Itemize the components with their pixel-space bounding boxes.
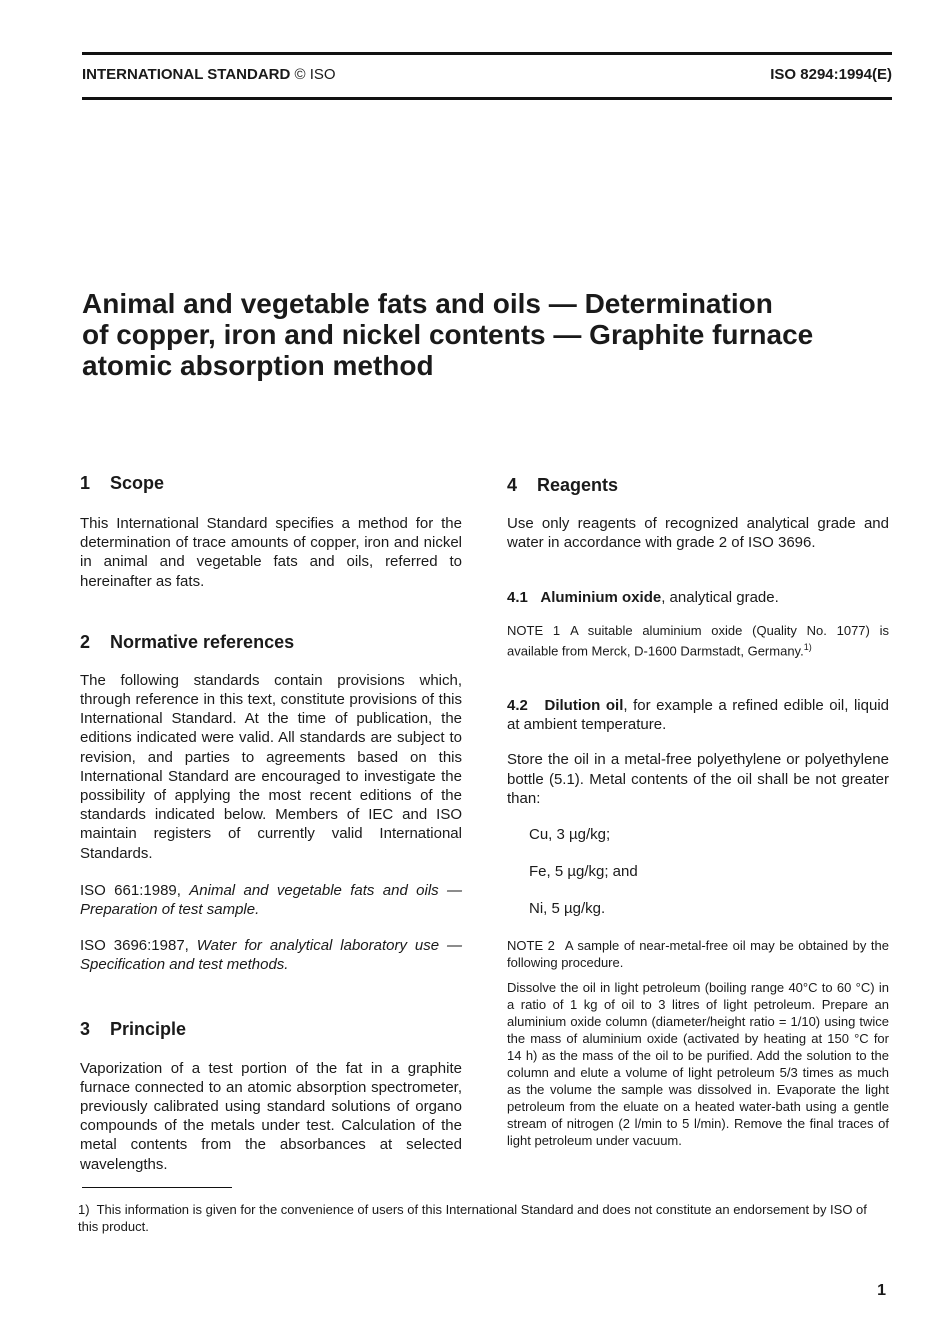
page-number: 1 [877,1282,886,1299]
normative-ref-iso3696: ISO 3696:1987, Water for analytical laboratory use — Specification and test methods. [80,937,463,974]
reagent-4-1: 4.1 Aluminium oxide, analytical grade. [507,589,779,607]
reagents-heading: 4 Reagents [507,475,619,495]
reagent-4-2: 4.2 Dilution oil, for example a refined edible oil, liquid at ambient temperature. [507,696,890,734]
left-column [80,472,462,1174]
copyright-mark: © ISO [294,66,336,83]
footnote: 1) This information is given for the convenience of users of this International Standard and does not constitute an endorsement by ISO of this product. [78,1202,867,1234]
store-text: Store the oil in a metal-free polyethylene or polyethylene bottle (5.1). Metal contents of the oil shall be not greater than: [507,751,889,807]
header-standard-label [82,66,336,83]
footnote-rule [82,1187,232,1188]
right-column [507,474,889,1149]
limit-fe: Fe, 5 µg/kg; and [529,862,638,880]
title-line-3: atomic absorption method [82,350,434,381]
note-2-procedure: Dissolve the oil in light petroleum (boiling range 40°C to 60 °C) in a ratio of 1 kg of oil to 3 litres of light petroleum. Prepare an aluminium oxide column (diameter/height ratio = 1/10) using twice the mass of aluminium oxide (activated by heating at 150 °C for 14 h) as the mass of the oil to be purified. Add the solution to the column and elute a volume of light petroleum 5/3 times as much as the volume the sample was dissolved in. Evaporate the light petroleum from the eluate on a heated water-bath using a gentle stream of nitrogen (2 l/min to 5 l/min). Remove the final traces of light petroleum under vacuum. [507,979,889,1148]
reagents-text: Use only reagents of recognized analytical grade and water in accordance with grade 2 of ISO 3696. [507,515,889,552]
note-1: NOTE 1 A suitable aluminium oxide (Quality No. 1077) is available from Merck, D-1600 Darmstadt, Germany.$^{1)}$ [507,622,889,658]
header-doc-number: ISO 8294:1994(E) [770,66,892,83]
scope-text: This International Standard specifies a method for the determination of trace amounts of copper, iron and nickel in animal and vegetable fats and oils, referred to hereinafter as fats. [80,515,462,590]
header-top-rule [82,52,892,55]
normative-heading: 2 Normative references [80,631,295,652]
scope-heading: 1 Scope [80,473,165,493]
footnote-ref: 1) [803,641,812,652]
document-title [82,288,882,381]
title-line-1: Animal and vegetable fats and oils — Determination [82,288,773,319]
normative-text: The following standards contain provisions which, through reference in this text, constitute provisions of this International Standard. At the time of publication, the editions indicated were valid. All standards are subject to revision, and parties to agreements based on this International Standard are encouraged to investigate the possibility of applying the most recent editions of the standards indicated below. Members of IEC and ISO maintain registers of currently valid International Standards. [80,671,462,862]
header-bottom-rule [82,97,892,100]
title-line-2: of copper, iron and nickel contents — Graphite furnace [82,319,814,350]
note-2: NOTE 2 A sample of near-metal-free oil may be obtained by the following procedure. [507,937,889,970]
standard-label: INTERNATIONAL STANDARD [82,66,291,83]
principle-text: Vaporization of a test portion of the fat in a graphite furnace connected to an atomic absorption spectrometer, previously calibrated using standard solutions of organo compounds of the metals under test. Calculation of the metal contents from the absorbances at selected wavelengths. [80,1059,462,1173]
normative-ref-iso661: ISO 661:1989, Animal and vegetable fats and oils — Preparation of test sample. [80,881,462,919]
principle-heading: 3 Principle [80,1018,187,1039]
limit-ni: Ni, 5 µg/kg. [529,899,606,917]
limit-cu: Cu, 3 µg/kg; [529,825,611,843]
